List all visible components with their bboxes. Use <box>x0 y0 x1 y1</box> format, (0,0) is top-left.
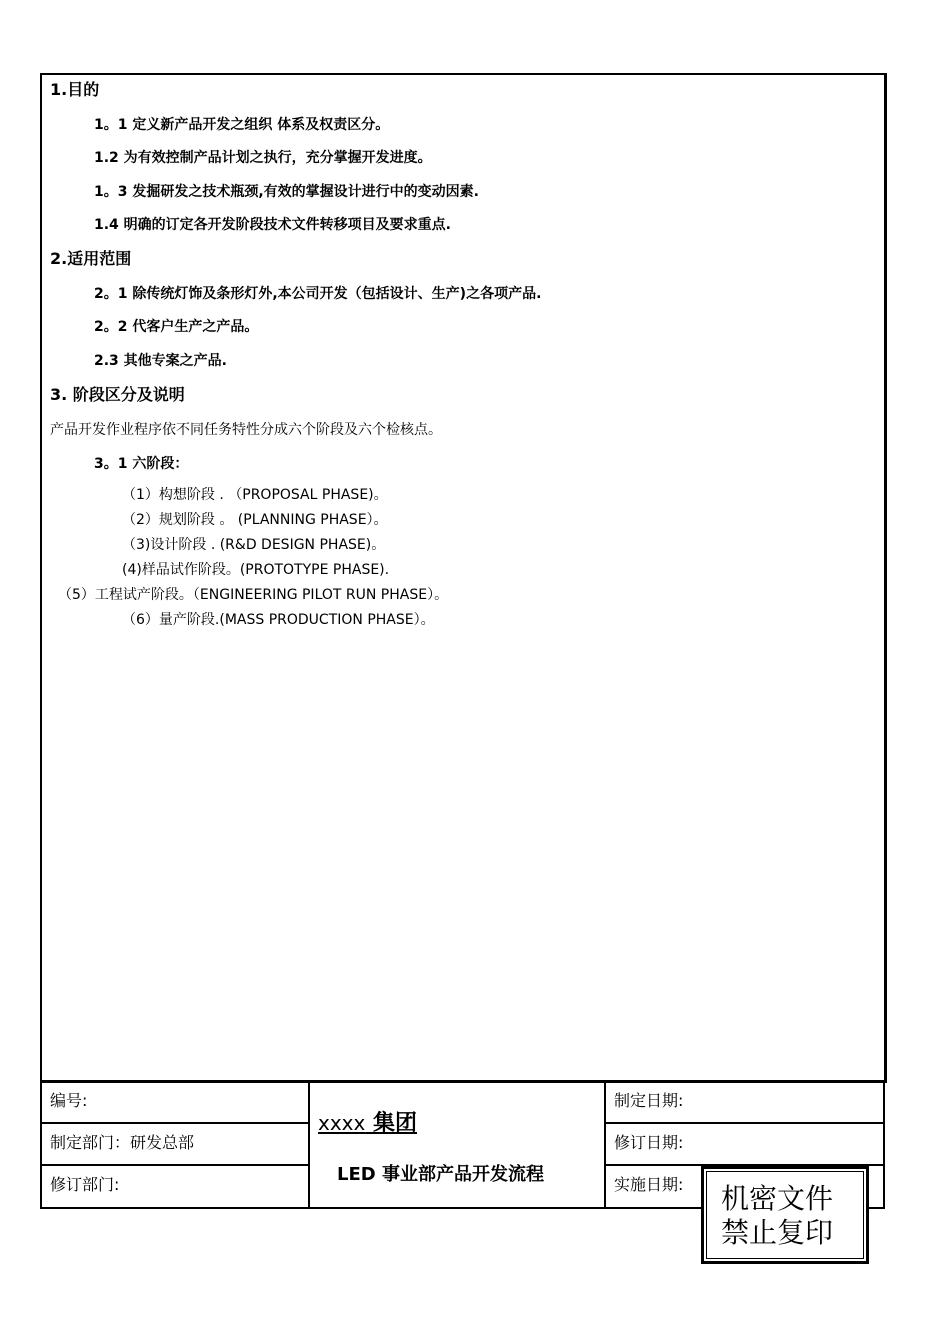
number-field: 编号: <box>40 1080 310 1124</box>
title-block <box>308 1080 606 1209</box>
dept-field: 制定部门：研发总部 <box>40 1122 310 1166</box>
section-2-3: 2.3 其他专案之产品. <box>94 353 227 369</box>
section-1-1: 1。1 定义新产品开发之组织 体系及权责区分。 <box>94 117 390 133</box>
section-1-3: 1。3 发掘研发之技术瓶颈,有效的掌握设计进行中的变动因素. <box>94 184 479 200</box>
phase-item: （1）构想阶段 . （PROPOSAL PHASE)。 <box>122 487 388 503</box>
section-3-1: 3。1 六阶段： <box>94 456 189 472</box>
section-1-4: 1.4 明确的订定各开发阶段技术文件转移项目及要求重点. <box>94 217 451 233</box>
phase-item: （5）工程试产阶段。（ENGINEERING PILOT RUN PHASE）。 <box>58 587 449 603</box>
phase-item: （2）规划阶段 。 (PLANNING PHASE）。 <box>122 512 388 528</box>
section-2-1: 2。1 除传统灯饰及条形灯外,本公司开发（包括设计、生产)之各项产品. <box>94 286 542 302</box>
section-2-title: 2.适用范围 <box>50 249 132 268</box>
revised-date-field: 修订日期: <box>604 1122 885 1166</box>
effective-date-field: 实施日期: <box>604 1164 885 1209</box>
phase-item: (4)样品试作阶段。(PROTOTYPE PHASE). <box>122 562 390 578</box>
phase-item: （6）量产阶段.(MASS PRODUCTION PHASE）。 <box>122 612 435 628</box>
created-date-field: 制定日期: <box>604 1080 885 1124</box>
stamp-text: 机密文件 禁止复印 <box>706 1171 864 1259</box>
phase-item: （3)设计阶段 . (R&D DESIGN PHASE)。 <box>122 537 386 553</box>
document-title: LED 事业部产品开发流程 <box>337 1164 544 1185</box>
section-2-2: 2。2 代客户生产之产品。 <box>94 319 259 335</box>
section-1-title: 1.目的 <box>50 80 100 99</box>
section-3-intro: 产品开发作业程序依不同任务特性分成六个阶段及六个检核点。 <box>50 422 442 438</box>
revision-dept-field: 修订部门: <box>40 1164 310 1209</box>
section-3-title: 3. 阶段区分及说明 <box>50 385 185 404</box>
company-name: xxxx 集团 <box>318 1111 418 1136</box>
section-1-2: 1.2 为有效控制产品计划之执行，充分掌握开发进度。 <box>94 150 432 166</box>
confidential-stamp <box>701 1166 869 1264</box>
